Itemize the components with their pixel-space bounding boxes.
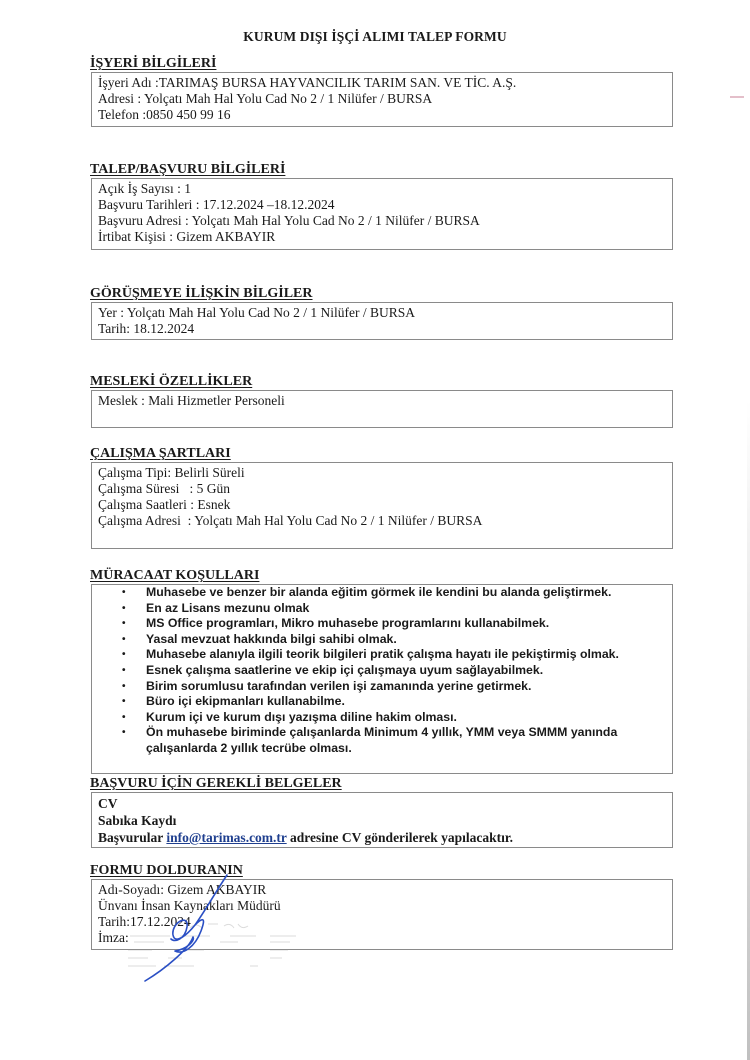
calisma-suresi: Çalışma Süresi : 5 Gün xyxy=(98,481,230,496)
meslek-value: Meslek : Mali Hizmetler Personeli xyxy=(98,393,285,408)
bullet-icon: • xyxy=(122,633,126,645)
list-item: • Birim sorumlusu tarafından verilen işi zamanında yerine getirmek. xyxy=(122,678,532,693)
section-mesleki-ozellikler xyxy=(91,374,673,428)
basvuru-tarihleri: Başvuru Tarihleri : 17.12.2024 –18.12.2024 xyxy=(98,197,335,212)
muracaat-box xyxy=(91,584,673,774)
isyeri-box xyxy=(91,72,673,127)
section-isyeri-bilgileri xyxy=(91,56,673,127)
basvuru-adresi: Başvuru Adresi : Yolçatı Mah Hal Yolu Cad No 2 / 1 Nilüfer / BURSA xyxy=(98,213,480,228)
belge-cv: CV xyxy=(98,796,118,811)
belge-sabika-kaydi: Sabıka Kaydı xyxy=(98,813,177,828)
list-item: • MS Office programları, Mikro muhasebe programlarını kullanabilmek. xyxy=(122,616,550,631)
irtibat-kisisi: İrtibat Kişisi : Gizem AKBAYIR xyxy=(98,229,276,244)
isyeri-adres: Adresi : Yolçatı Mah Hal Yolu Cad No 2 / 1 Nilüfer / BURSA xyxy=(98,91,433,106)
isyeri-telefon: Telefon :0850 450 99 16 xyxy=(98,107,231,122)
section-heading: MÜRACAAT KOŞULLARI xyxy=(90,568,260,583)
section-heading: İŞYERİ BİLGİLERİ xyxy=(90,56,217,71)
bullet-icon: • xyxy=(122,649,126,661)
bullet-icon: • xyxy=(122,711,126,723)
talep-box xyxy=(91,178,673,250)
bullet-icon: • xyxy=(122,680,126,692)
section-heading: TALEP/BAŞVURU BİLGİLERİ xyxy=(90,162,286,177)
list-item: • Ön muhasebe biriminde çalışanlarda Minimum 4 yıllık, YMM veya SMMM yanında çalışanlarda 2 yıllık tecrübe olması. xyxy=(122,725,618,755)
email-link[interactable]: info@tarimas.com.tr xyxy=(166,830,287,845)
pen-mark-decoration xyxy=(730,96,744,98)
section-gorusme xyxy=(91,286,673,340)
gorusme-box xyxy=(91,302,673,340)
meslek-box xyxy=(91,390,673,428)
page-title: KURUM DIŞI İŞÇİ ALIMI TALEP FORMU xyxy=(243,29,507,44)
list-item: • En az Lisans mezunu olmak xyxy=(122,600,310,615)
calisma-adresi: Çalışma Adresi : Yolçatı Mah Hal Yolu Cad No 2 / 1 Nilüfer / BURSA xyxy=(98,513,483,528)
section-heading: BAŞVURU İÇİN GEREKLİ BELGELER xyxy=(90,776,342,791)
section-heading: FORMU DOLDURANIN xyxy=(90,863,243,878)
list-item: • Esnek çalışma saatlerine ve ekip içi çalışmaya uyum sağlayabilmek. xyxy=(122,662,544,677)
dolduran-imza-label: İmza: xyxy=(98,930,129,945)
section-gerekli-belgeler xyxy=(91,776,673,848)
list-item: • Büro içi ekipmanları kullanabilme. xyxy=(122,694,345,709)
bullet-icon: • xyxy=(122,602,126,614)
bullet-icon: • xyxy=(122,696,126,708)
list-item: • Muhasebe ve benzer bir alanda eğitim görmek ile kendini bu alanda geliştirmek. xyxy=(122,585,612,599)
signature-icon xyxy=(135,873,230,983)
section-heading: ÇALIŞMA ŞARTLARI xyxy=(90,446,231,461)
bullet-icon: • xyxy=(122,587,126,598)
calisma-box xyxy=(91,462,673,549)
basvuru-talimati: Başvurular info@tarimas.com.tr adresine CV gönderilerek yapılacaktır. xyxy=(98,830,514,845)
calisma-saatleri: Çalışma Saatleri : Esnek xyxy=(98,497,231,512)
dolduran-unvan: Ünvanı İnsan Kaynakları Müdürü xyxy=(98,898,281,913)
section-calisma-sartlari xyxy=(91,446,673,549)
list-item: • Muhasebe alanıyla ilgili teorik bilgileri pratik çalışma hayatı ile pekiştirmiş olmak. xyxy=(122,647,619,662)
acik-is-sayisi: Açık İş Sayısı : 1 xyxy=(98,181,191,196)
gorusme-tarih: Tarih: 18.12.2024 xyxy=(98,321,195,336)
dolduran-tarih: Tarih:17.12.2024 xyxy=(98,914,191,929)
dolduran-adi-soyadi: Adı-Soyadı: Gizem AKBAYIR xyxy=(98,882,267,897)
calisma-tipi: Çalışma Tipi: Belirli Süreli xyxy=(98,465,245,480)
section-heading: MESLEKİ ÖZELLİKLER xyxy=(90,374,253,389)
bullet-icon: • xyxy=(122,727,126,739)
list-item: • Yasal mevzuat hakkında bilgi sahibi olmak. xyxy=(122,631,397,646)
bullet-icon: • xyxy=(122,664,126,676)
belgeler-box xyxy=(91,792,673,848)
gorusme-yer: Yer : Yolçatı Mah Hal Yolu Cad No 2 / 1 Nilüfer / BURSA xyxy=(98,305,416,320)
section-muracaat-kosullari xyxy=(91,568,673,774)
section-talep-basvuru xyxy=(91,162,673,250)
section-heading: GÖRÜŞMEYE İLİŞKİN BİLGİLER xyxy=(90,286,313,301)
isyeri-adi: İşyeri Adı :TARIMAŞ BURSA HAYVANCILIK TARIM SAN. VE TİC. A.Ş. xyxy=(98,75,517,90)
bullet-icon: • xyxy=(122,618,126,630)
list-item: • Kurum içi ve kurum dışı yazışma diline hakim olması. xyxy=(122,709,457,724)
